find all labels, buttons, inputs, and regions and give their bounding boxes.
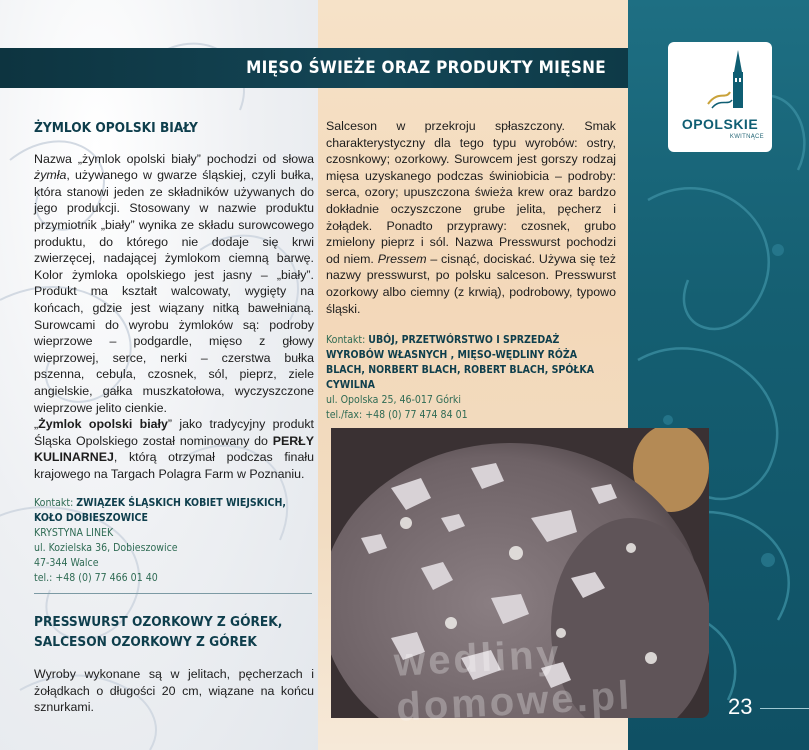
- right-column: [326, 118, 616, 423]
- logo-name: OPOLSKIE: [681, 116, 759, 132]
- text-run-bold: Żymlok opolski biały: [38, 417, 168, 432]
- page-number: 23: [728, 694, 753, 719]
- contact-person: KRYSTYNA LINEK: [34, 527, 114, 540]
- text-run: „: [34, 417, 39, 432]
- text-run-italic: żymła: [34, 168, 67, 183]
- section1-paragraph1: [34, 151, 314, 417]
- header-band: [0, 48, 628, 88]
- contact-phone: tel./fax: +48 (0) 77 474 84 01: [326, 409, 468, 422]
- contact-city: 47-344 Walce: [34, 557, 99, 570]
- section2-paragraph2: [326, 118, 616, 317]
- section1-title: ŻYMLOK OPOLSKI BIAŁY: [34, 120, 198, 136]
- section2-paragraph1: Wyroby wykonane są w jelitach, pęcherzach i żołądkach o długości 20 cm, wiązane na końcu sznurkami.: [34, 667, 314, 715]
- text-run-bold: PERŁY KULINARNEJ: [34, 433, 314, 465]
- text-run-italic: Pressem: [377, 251, 427, 266]
- section-divider: [34, 593, 312, 594]
- contact-label: Kontakt:: [34, 497, 77, 510]
- contact-address: ul. Kozielska 36, Dobieszowice: [34, 542, 178, 555]
- section2-contact: [326, 333, 616, 423]
- contact-label: Kontakt:: [326, 334, 369, 347]
- text-run: , używanego w gwarze śląskiej, czyli bułka, która stanowi jeden ze składników używanych do jego produkcji. Stosowany w nazwie produktu przymiotnik „biały” wynika ze składu surowcowego produktu, do którego nie dodaje się krwi zwierzęcej, nadającej żymlokom ciemną barwę. Kolor żymloka opolskiego jest jasny – „biały”. Produkt ma kształt walcowaty, wygięty na końcach, gdzie jest wiązany nitką bawełnianą. Surowcami do wyrobu żymloków są: podroby wieprzowe – podgardle, mięso z głowy wieprzowej, serce, nerki – czerstwa bułka pszenna, cebula, czosnek, sól, pieprz, ziele angielskie, gałka muszkatołowa, wyczyszczone wieprzowe jelito cienkie.: [34, 168, 314, 415]
- page-title: MIĘSO ŚWIEŻE ORAZ PRODUKTY MIĘSNE: [246, 58, 606, 78]
- opolskie-logo: [668, 42, 772, 152]
- left-column: [34, 120, 314, 586]
- page-number-line: [760, 708, 809, 709]
- text-run: , którą otrzymał podczas finału krajowego na Targach Polagra Farm w Poznaniu.: [34, 450, 314, 481]
- section1-paragraph2: [34, 416, 314, 482]
- text-run: ” jako tradycyjny produkt Śląska Opolskiego został nominowany do: [34, 417, 314, 448]
- section1-contact: [34, 496, 314, 586]
- watermark-text: wedliny domowe.pl: [392, 632, 634, 730]
- contact-address: ul. Opolska 25, 46-017 Górki: [326, 394, 461, 407]
- tower-icon: [668, 42, 772, 116]
- section2-left: [34, 612, 314, 716]
- contact-organization: ZWIĄZEK ŚLĄSKICH KOBIET WIEJSKICH, KOŁO DOBIESZOWICE: [34, 497, 286, 525]
- text-run: – cisnąć, dociskać. Używa się też nazwy presswurst, po polsku salceson. Presswurst ozorkowy albo ciemny (z krwią), podrobowy, typowo śląski.: [326, 251, 617, 316]
- text-run: Salceson w przekroju spłaszczony. Smak charakterystyczny dla tego typu wyrobów: ostry, czosnkowy; ozorkowy. Surowcem jest gorszy rodzaj mięsa uzyskanego podczas świniobicia – podroby: serca, ozory; upuszczona świeża krew oraz bardzo dokładnie oczyszczone grube jelita, pęcherz i żołądek. Ponadto przyprawy: czosnek, grubo zmielony pieprz i sól. Nazwa Presswurst pochodzi od niem.: [326, 119, 616, 266]
- text-run: Nazwa „żymlok opolski biały” pochodzi od słowa: [34, 151, 314, 166]
- section2-title: PRESSWURST OZORKOWY Z GÓREK, SALCESON OZORKOWY Z GÓREK: [34, 614, 283, 650]
- contact-phone: tel.: +48 (0) 77 466 01 40: [34, 572, 158, 585]
- logo-tagline: KWITNĄCE: [729, 134, 764, 140]
- contact-organization: UBÓJ, PRZETWÓRSTWO I SPRZEDAŻ WYROBÓW WŁASNYCH , MIĘSO-WĘDLINY RÓŻA BLACH, NORBERT BLACH, ROBERT BLACH, SPÓŁKA CYWILNA: [326, 334, 595, 392]
